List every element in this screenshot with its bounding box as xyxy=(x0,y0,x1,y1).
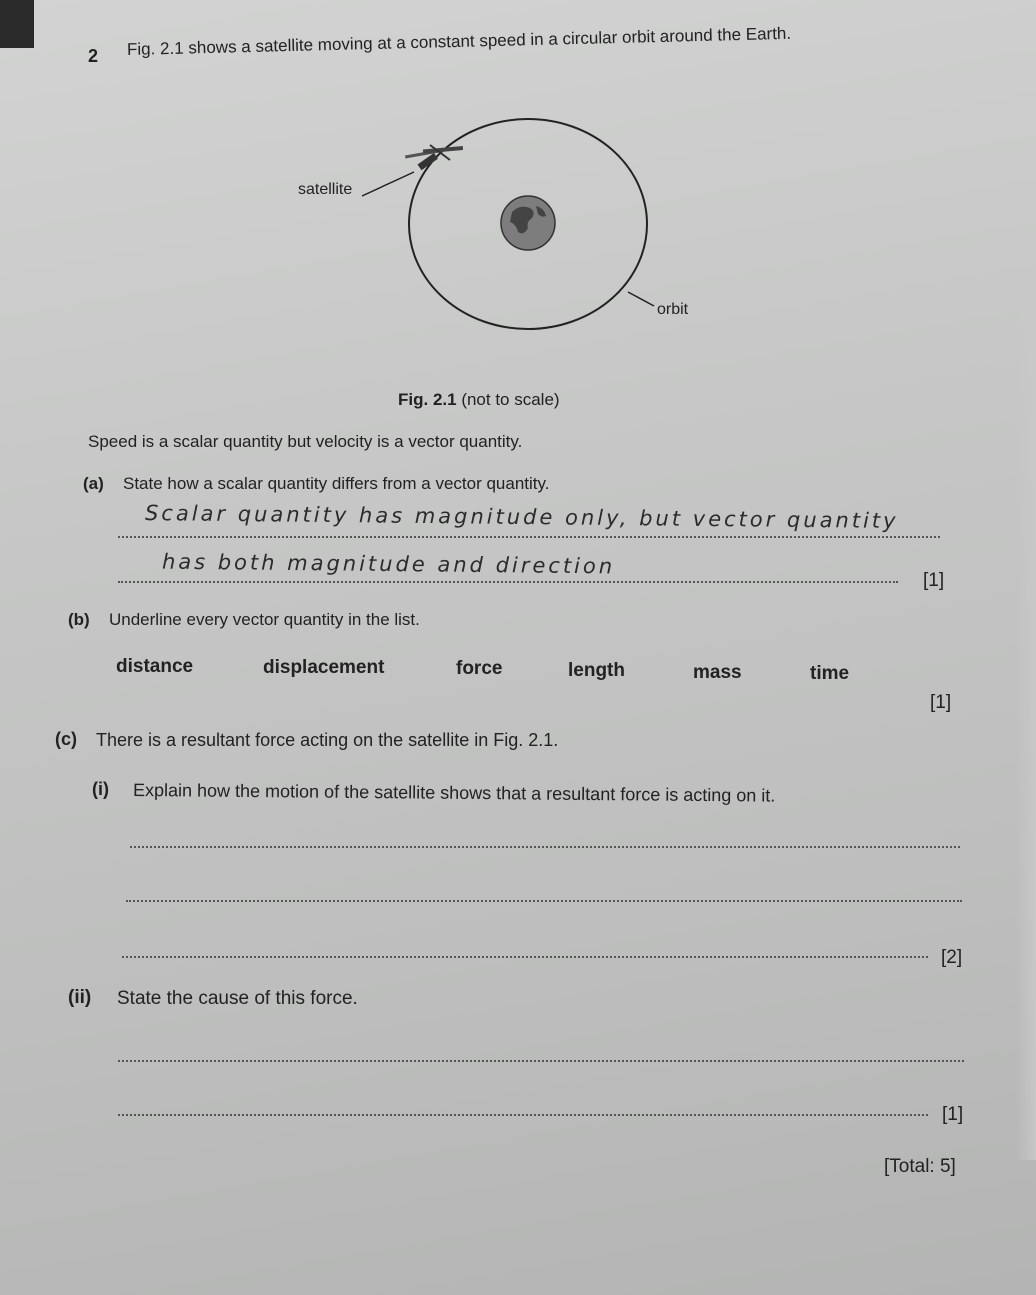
satellite-icon xyxy=(405,145,463,170)
part-c-question: There is a resultant force acting on the satellite in Fig. 2.1. xyxy=(96,730,559,750)
page-fold-shadow xyxy=(1016,280,1036,1160)
word-length[interactable]: length xyxy=(568,660,625,681)
answer-line-cii1[interactable] xyxy=(118,1060,964,1062)
earth-icon xyxy=(501,196,555,250)
part-b-question: Underline every vector quantity in the list. xyxy=(109,610,420,629)
orbit-figure xyxy=(290,100,710,340)
part-ci-marks: [2] xyxy=(941,947,963,968)
answer-line-cii2[interactable] xyxy=(118,1114,928,1116)
page-corner-shadow xyxy=(0,0,34,48)
word-time[interactable]: time xyxy=(810,663,850,684)
question-intro: Fig. 2.1 shows a satellite moving at a constant speed in a circular orbit around the Earth. xyxy=(126,23,792,59)
handwritten-answer-a1: Scalar quantity has magnitude only, but vector quantity xyxy=(144,501,899,533)
answer-line-a2[interactable] xyxy=(118,581,898,583)
figure-caption: Fig. 2.1 (not to scale) xyxy=(398,390,560,409)
word-mass[interactable]: mass xyxy=(693,662,742,683)
answer-line-ci1[interactable] xyxy=(130,846,960,848)
word-force[interactable]: force xyxy=(456,658,503,679)
part-ci-label: (i) xyxy=(92,779,109,799)
part-cii-marks: [1] xyxy=(942,1104,964,1125)
part-b-label: (b) xyxy=(68,610,90,629)
orbit-pointer xyxy=(628,292,654,306)
satellite-pointer xyxy=(362,172,414,196)
answer-line-ci3[interactable] xyxy=(122,956,928,958)
answer-line-ci2[interactable] xyxy=(126,900,962,902)
answer-line-a1[interactable] xyxy=(118,536,940,538)
word-displacement[interactable]: displacement xyxy=(263,657,385,678)
word-distance[interactable]: distance xyxy=(116,656,194,677)
part-cii-label: (ii) xyxy=(68,987,92,1008)
part-a-question: State how a scalar quantity differs from a vector quantity. xyxy=(123,474,550,493)
part-a-label: (a) xyxy=(83,474,104,493)
part-a-marks: [1] xyxy=(923,570,945,591)
part-c-label: (c) xyxy=(55,729,77,749)
part-b-marks: [1] xyxy=(930,692,952,713)
statement-text: Speed is a scalar quantity but velocity is a vector quantity. xyxy=(88,432,523,451)
part-ci-question: Explain how the motion of the satellite shows that a resultant force is acting on it. xyxy=(132,780,776,806)
part-cii-question: State the cause of this force. xyxy=(117,988,358,1009)
satellite-label: satellite xyxy=(298,181,353,198)
orbit-label: orbit xyxy=(657,301,689,318)
total-marks: [Total: 5] xyxy=(884,1156,956,1177)
question-number: 2 xyxy=(88,46,99,66)
handwritten-answer-a2: has both magnitude and direction xyxy=(161,549,616,579)
